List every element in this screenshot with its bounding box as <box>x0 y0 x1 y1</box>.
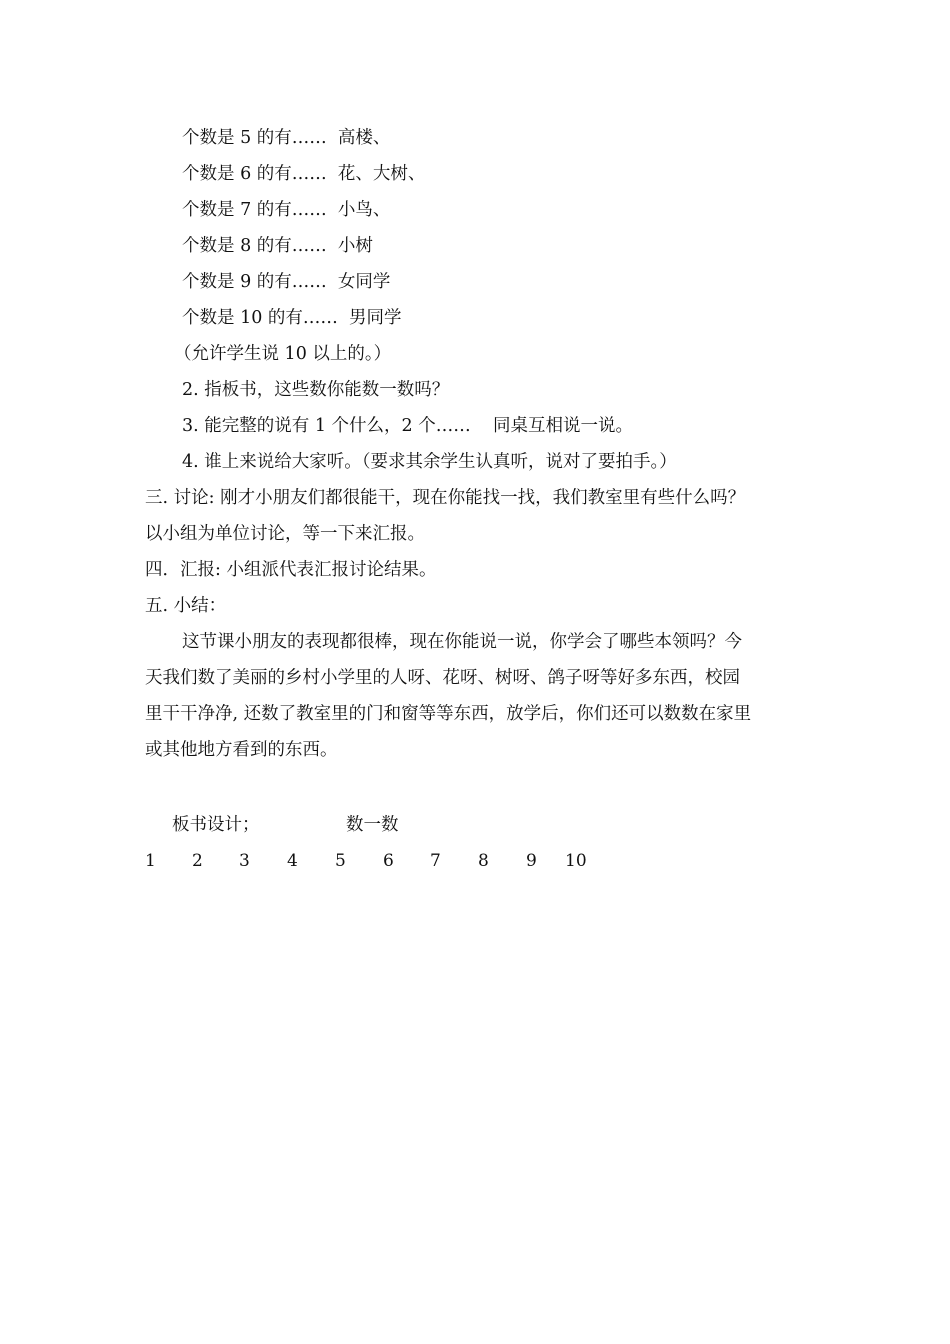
count-line-5: 个数是 5 的有…… 高楼、 <box>182 128 391 148</box>
board-number: 8 <box>478 851 489 871</box>
board-number: 10 <box>565 851 587 871</box>
board-number: 9 <box>526 851 537 871</box>
step-2: 2. 指板书，这些数你能数一数吗？ <box>182 380 450 400</box>
count-line-6: 个数是 6 的有…… 花、大树、 <box>182 164 426 184</box>
section-3-continuation: 以小组为单位讨论，等一下来汇报。 <box>145 524 425 544</box>
teacher-note: （允许学生说 10 以上的。） <box>174 344 392 364</box>
board-number: 2 <box>192 851 203 871</box>
count-line-7: 个数是 7 的有…… 小鸟、 <box>182 200 391 220</box>
section-3-heading: 三. 讨论: 刚才小朋友们都很能干，现在你能找一找，我们教室里有些什么吗？ <box>145 488 746 508</box>
board-title: 数一数 <box>346 815 399 835</box>
count-line-8: 个数是 8 的有…… 小树 <box>182 236 373 256</box>
summary-paragraph-line-3: 里干干净净, 还数了教室里的门和窗等等东西，放学后，你们还可以数数在家里 <box>145 704 752 724</box>
step-3: 3. 能完整的说有 1 个什么，2 个…… 同桌互相说一说。 <box>182 416 633 436</box>
summary-paragraph-line-2: 天我们数了美丽的乡村小学里的人呀、花呀、树呀、鸽子呀等好多东西，校园 <box>145 668 740 688</box>
board-number: 5 <box>335 851 346 871</box>
section-4-heading: 四．汇报: 小组派代表汇报讨论结果。 <box>145 560 437 580</box>
step-4: 4. 谁上来说给大家听。（要求其余学生认真听，说对了要拍手。） <box>182 452 677 472</box>
summary-paragraph-line-4: 或其他地方看到的东西。 <box>145 740 338 760</box>
board-number: 7 <box>430 851 441 871</box>
summary-paragraph-line-1: 这节课小朋友的表现都很棒，现在你能说一说，你学会了哪些本领吗？今 <box>182 632 742 652</box>
board-number: 6 <box>383 851 394 871</box>
board-number: 1 <box>145 851 156 871</box>
count-line-10: 个数是 10 的有…… 男同学 <box>182 308 402 328</box>
board-design-label: 板书设计； <box>172 815 260 835</box>
board-number: 3 <box>239 851 250 871</box>
count-line-9: 个数是 9 的有…… 女同学 <box>182 272 391 292</box>
section-5-heading: 五. 小结： <box>145 596 227 616</box>
board-number: 4 <box>287 851 298 871</box>
